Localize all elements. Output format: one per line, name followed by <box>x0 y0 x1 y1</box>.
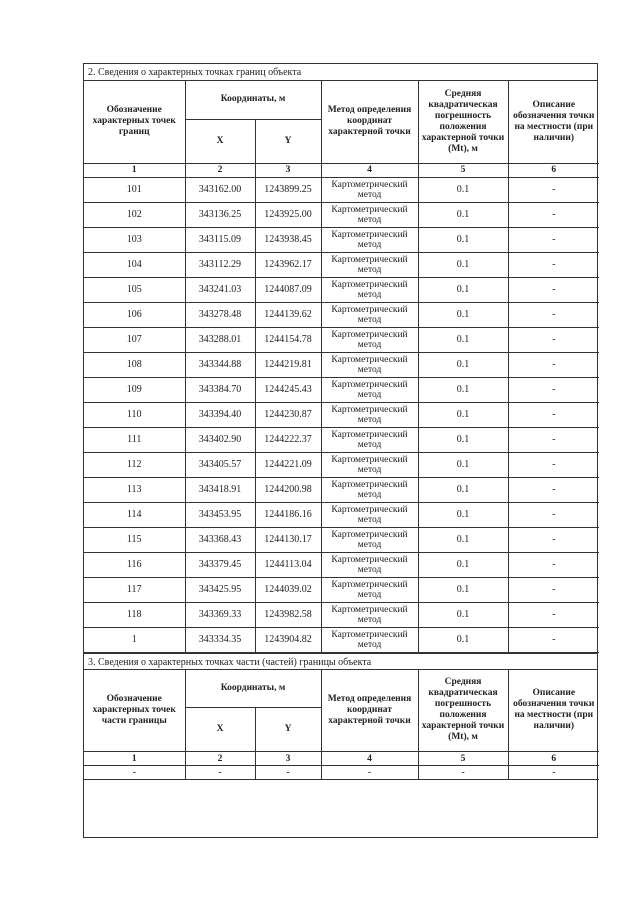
cell-description: - <box>508 627 599 652</box>
section-2-table <box>84 81 599 653</box>
cell-x: 343379.45 <box>185 552 255 577</box>
cell-point: 101 <box>84 177 185 202</box>
cell-error: 0.1 <box>418 427 508 452</box>
cell-method: Картометрический метод <box>321 277 418 302</box>
table-row <box>84 177 599 202</box>
table-row <box>84 252 599 277</box>
cell-method: Картометрический метод <box>321 527 418 552</box>
cell-x: 343418.91 <box>185 477 255 502</box>
cell-y: 1244087.09 <box>255 277 321 302</box>
table-row <box>84 227 599 252</box>
header-x: X <box>185 708 255 752</box>
cell-y: 1243925.00 <box>255 202 321 227</box>
cell-description: - <box>508 302 599 327</box>
cell-error: 0.1 <box>418 552 508 577</box>
header-y: Y <box>255 119 321 163</box>
cell-x: 343344.88 <box>185 352 255 377</box>
header-y: Y <box>255 708 321 752</box>
section-3-title: 3. Сведения о характерных точках части (частей) границы объекта <box>84 653 597 670</box>
cell-method: Картометрический метод <box>321 402 418 427</box>
cell-description: - <box>508 327 599 352</box>
cell-error: 0.1 <box>418 477 508 502</box>
cell-method: Картометрический метод <box>321 477 418 502</box>
table-row <box>84 277 599 302</box>
col-number: 2 <box>185 163 255 177</box>
cell-description: - <box>508 252 599 277</box>
header-designation: Обозначение характерных точек части границы <box>84 670 185 752</box>
cell-point: 110 <box>84 402 185 427</box>
cell-y: 1244039.02 <box>255 577 321 602</box>
cell-error: 0.1 <box>418 227 508 252</box>
cell-x: 343162.00 <box>185 177 255 202</box>
cell-description: - <box>508 766 599 780</box>
cell-y: - <box>255 766 321 780</box>
column-numbers-row <box>84 163 599 177</box>
cell-error: 0.1 <box>418 377 508 402</box>
cell-point: 116 <box>84 552 185 577</box>
cell-x: 343288.01 <box>185 327 255 352</box>
cell-point: - <box>84 766 185 780</box>
col-number: 6 <box>508 752 599 766</box>
cell-y: 1243962.17 <box>255 252 321 277</box>
cell-point: 1 <box>84 627 185 652</box>
cell-description: - <box>508 402 599 427</box>
cell-x: 343453.95 <box>185 502 255 527</box>
header-designation: Обозначение характерных точек границ <box>84 81 185 163</box>
cell-error: 0.1 <box>418 252 508 277</box>
cell-y: 1244113.04 <box>255 552 321 577</box>
table-row <box>84 477 599 502</box>
table-row <box>84 352 599 377</box>
cell-method: Картометрический метод <box>321 227 418 252</box>
cell-y: 1244186.16 <box>255 502 321 527</box>
cell-x: 343402.90 <box>185 427 255 452</box>
table-row <box>84 527 599 552</box>
cell-y: 1244221.09 <box>255 452 321 477</box>
cell-y: 1243938.45 <box>255 227 321 252</box>
table-row <box>84 302 599 327</box>
column-numbers-row <box>84 752 599 766</box>
cell-error: 0.1 <box>418 202 508 227</box>
cell-description: - <box>508 202 599 227</box>
cell-x: 343115.09 <box>185 227 255 252</box>
cell-error: 0.1 <box>418 502 508 527</box>
table-row <box>84 427 599 452</box>
col-number: 5 <box>418 163 508 177</box>
cell-error: 0.1 <box>418 452 508 477</box>
cell-method: Картометрический метод <box>321 202 418 227</box>
header-method: Метод определения координат характерной точки <box>321 670 418 752</box>
cell-method: Картометрический метод <box>321 327 418 352</box>
cell-y: 1243982.58 <box>255 602 321 627</box>
table-row <box>84 577 599 602</box>
table-row <box>84 602 599 627</box>
cell-x: 343136.25 <box>185 202 255 227</box>
cell-description: - <box>508 602 599 627</box>
cell-method: Картометрический метод <box>321 252 418 277</box>
section-3-table <box>84 670 599 781</box>
cell-description: - <box>508 427 599 452</box>
cell-description: - <box>508 377 599 402</box>
cell-error: 0.1 <box>418 602 508 627</box>
cell-description: - <box>508 477 599 502</box>
cell-description: - <box>508 227 599 252</box>
cell-point: 102 <box>84 202 185 227</box>
header-coords: Координаты, м <box>185 81 321 119</box>
cell-x: 343405.57 <box>185 452 255 477</box>
cell-description: - <box>508 277 599 302</box>
cell-error: 0.1 <box>418 352 508 377</box>
cell-point: 103 <box>84 227 185 252</box>
document-frame <box>83 63 598 838</box>
cell-y: 1244154.78 <box>255 327 321 352</box>
table-row <box>84 402 599 427</box>
cell-x: 343241.03 <box>185 277 255 302</box>
cell-error: 0.1 <box>418 277 508 302</box>
cell-method: Картометрический метод <box>321 602 418 627</box>
cell-point: 106 <box>84 302 185 327</box>
cell-y: 1243899.25 <box>255 177 321 202</box>
cell-point: 111 <box>84 427 185 452</box>
header-error: Средняя квадратическая погрешность положения характерной точки (Мt), м <box>418 81 508 163</box>
header-error: Средняя квадратическая погрешность положения характерной точки (Мt), м <box>418 670 508 752</box>
cell-error: 0.1 <box>418 177 508 202</box>
header-x: X <box>185 119 255 163</box>
cell-error: 0.1 <box>418 627 508 652</box>
table-row <box>84 766 599 780</box>
table-row <box>84 552 599 577</box>
cell-method: Картометрический метод <box>321 352 418 377</box>
header-coords: Координаты, м <box>185 670 321 708</box>
col-number: 4 <box>321 163 418 177</box>
cell-y: 1244200.98 <box>255 477 321 502</box>
col-number: 1 <box>84 163 185 177</box>
cell-y: 1244130.17 <box>255 527 321 552</box>
cell-x: 343394.40 <box>185 402 255 427</box>
table-row <box>84 502 599 527</box>
col-number: 2 <box>185 752 255 766</box>
cell-method: Картометрический метод <box>321 452 418 477</box>
cell-x: 343278.48 <box>185 302 255 327</box>
cell-y: 1244139.62 <box>255 302 321 327</box>
cell-point: 108 <box>84 352 185 377</box>
blank-area <box>84 780 597 835</box>
header-description: Описание обозначения точки на местности (при наличии) <box>508 670 599 752</box>
cell-error: 0.1 <box>418 302 508 327</box>
cell-point: 115 <box>84 527 185 552</box>
cell-error: 0.1 <box>418 527 508 552</box>
cell-method: Картометрический метод <box>321 177 418 202</box>
cell-method: Картометрический метод <box>321 627 418 652</box>
cell-method: Картометрический метод <box>321 502 418 527</box>
cell-description: - <box>508 577 599 602</box>
cell-point: 114 <box>84 502 185 527</box>
cell-x: 343112.29 <box>185 252 255 277</box>
cell-y: 1244222.37 <box>255 427 321 452</box>
header-description: Описание обозначения точки на местности (при наличии) <box>508 81 599 163</box>
cell-description: - <box>508 452 599 477</box>
cell-point: 113 <box>84 477 185 502</box>
cell-y: 1244230.87 <box>255 402 321 427</box>
cell-description: - <box>508 177 599 202</box>
cell-y: 1243904.82 <box>255 627 321 652</box>
cell-method: Картометрический метод <box>321 377 418 402</box>
cell-description: - <box>508 552 599 577</box>
col-number: 3 <box>255 752 321 766</box>
cell-x: 343369.33 <box>185 602 255 627</box>
cell-error: 0.1 <box>418 577 508 602</box>
cell-x: 343334.35 <box>185 627 255 652</box>
cell-description: - <box>508 352 599 377</box>
cell-method: Картометрический метод <box>321 577 418 602</box>
col-number: 4 <box>321 752 418 766</box>
cell-y: 1244219.81 <box>255 352 321 377</box>
cell-description: - <box>508 502 599 527</box>
cell-description: - <box>508 527 599 552</box>
cell-point: 105 <box>84 277 185 302</box>
table-row <box>84 627 599 652</box>
cell-method: Картометрический метод <box>321 427 418 452</box>
cell-point: 117 <box>84 577 185 602</box>
cell-x: 343368.43 <box>185 527 255 552</box>
table-row <box>84 452 599 477</box>
cell-point: 112 <box>84 452 185 477</box>
cell-error: 0.1 <box>418 402 508 427</box>
col-number: 5 <box>418 752 508 766</box>
cell-y: 1244245.43 <box>255 377 321 402</box>
table-row <box>84 327 599 352</box>
cell-method: Картометрический метод <box>321 552 418 577</box>
cell-x: 343425.95 <box>185 577 255 602</box>
table-row <box>84 202 599 227</box>
table-row <box>84 377 599 402</box>
cell-error: - <box>418 766 508 780</box>
cell-method: - <box>321 766 418 780</box>
section-2-title: 2. Сведения о характерных точках границ объекта <box>84 64 597 81</box>
cell-error: 0.1 <box>418 327 508 352</box>
header-method: Метод определения координат характерной точки <box>321 81 418 163</box>
cell-point: 107 <box>84 327 185 352</box>
cell-point: 104 <box>84 252 185 277</box>
cell-point: 118 <box>84 602 185 627</box>
cell-x: - <box>185 766 255 780</box>
col-number: 3 <box>255 163 321 177</box>
col-number: 6 <box>508 163 599 177</box>
cell-method: Картометрический метод <box>321 302 418 327</box>
cell-x: 343384.70 <box>185 377 255 402</box>
cell-point: 109 <box>84 377 185 402</box>
col-number: 1 <box>84 752 185 766</box>
